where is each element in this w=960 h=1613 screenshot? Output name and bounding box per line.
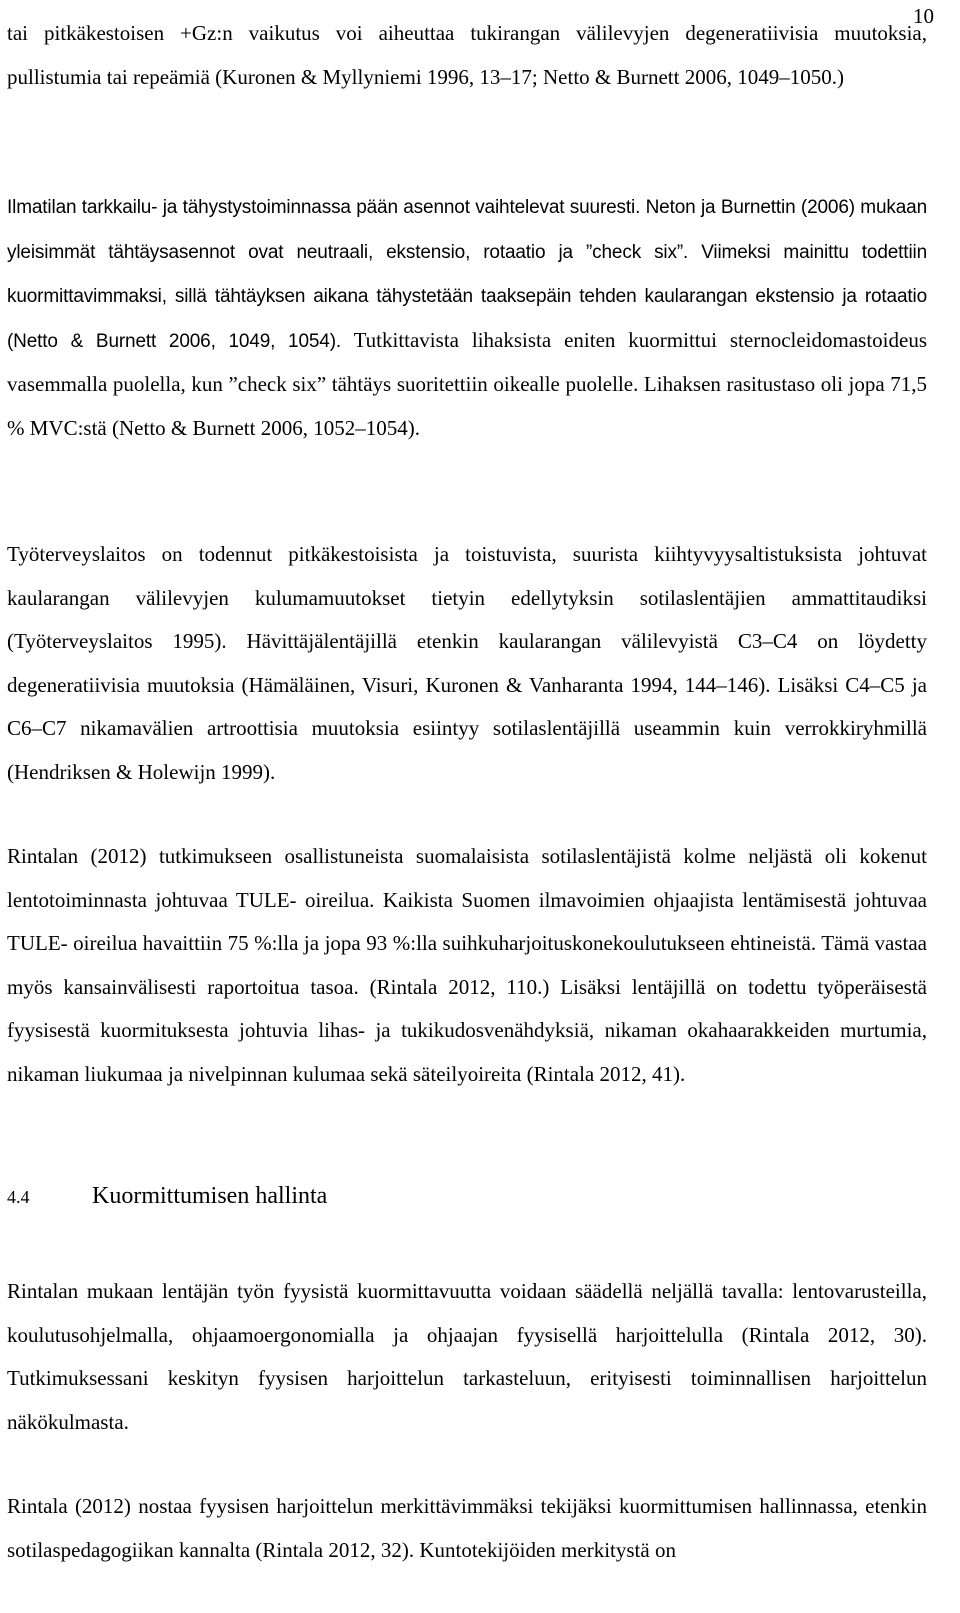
section-number: 4.4 <box>7 1187 30 1207</box>
paragraph-2-sans-part: Ilmatilan tarkkailu- ja tähystystoiminnassa pään asennot vaihtelevat suuresti. Neton ja Burnettin (2006) mukaan yleisimmät tähtäysasennot ovat neutraali, ekstensio, rotaatio ja ”check six”. Viimeksi mainittu todettiin kuormittavimmaksi, sillä tähtäyksen aikana tähystetään taaksepäin tehden kaularangan ekstensio ja rotaatio (Netto & Burnett 2006, 1049, 1054). <box>7 197 927 352</box>
paragraph-1: tai pitkäkestoisen +Gz:n vaikutus voi aiheuttaa tukirangan välilevyjen degeneratiivisia muutoksia, pullistumia tai repeämiä (Kuronen & Myllyniemi 1996, 13‒17; Netto & Burnett 2006, 1049‒1050.) <box>7 21 927 89</box>
section-heading <box>7 1183 327 1210</box>
paragraph-2 <box>7 185 927 451</box>
section-title: Kuormittumisen hallinta <box>92 1183 328 1209</box>
paragraph-5: Rintalan mukaan lentäjän työn fyysistä kuormittavuutta voidaan säädellä neljällä tavalla: lentovarusteilla, koulutusohjelmalla, ohjaamoergonomialla ja ohjaajan fyysisellä harjoittelulla (Rintala 2012, 30). Tutkimuksessani keskityn fyysisen harjoittelun tarkasteluun, erityisesti toiminnallisen harjoittelun näkökulmasta. <box>7 1279 927 1434</box>
paragraph-4: Rintalan (2012) tutkimukseen osallistuneista suomalaisista sotilaslentäjistä kolme neljästä oli kokenut lentotoiminnasta johtuvaa TULE- oireilua. Kaikista Suomen ilmavoimien ohjaajista lentämisestä johtuvaa TULE- oireilua havaittiin 75 %:lla ja jopa 93 %:lla suihkuharjoituskonekoulutukseen ehtineistä. Tämä vastaa myös kansainvälisesti raportoitua tasoa. (Rintala 2012, 110.) Lisäksi lentäjillä on todettu työperäisestä fyysisestä kuormituksesta johtuvia lihas- ja tukikudosvenähdyksiä, nikaman okahaarakkeiden murtumia, nikaman liukumaa ja nivelpinnan kulumaa sekä säteilyoireita (Rintala 2012, 41). <box>7 844 927 1086</box>
page-number: 10 <box>913 4 934 28</box>
paragraph-2-serif-part: Tutkittavista lihaksista eniten kuormittui sternocleidomastoideus vasemmalla puolella, kun ”check six” tähtäys suoritettiin oikealle puolelle. Lihaksen rasitustaso oli jopa 71,5 % MVC:stä (Netto & Burnett 2006, 1052‒1054). <box>7 327 927 440</box>
paragraph-3: Työterveyslaitos on todennut pitkäkestoisista ja toistuvista, suurista kiihtyvyysaltistuksista johtuvat kaularangan välilevyjen kulumamuutokset tietyin edellytyksin sotilaslentäjien ammattitaudiksi (Työterveyslaitos 1995). Hävittäjälentäjillä etenkin kaularangan välilevyistä C3‒C4 on löydetty degeneratiivisia muutoksia (Hämäläinen, Visuri, Kuronen & Vanharanta 1994, 144‒146). Lisäksi C4‒C5 ja C6‒C7 nikamavälien artroottisia muutoksia esiintyy sotilaslentäjillä useammin kuin verrokkiryhmillä (Hendriksen & Holewijn 1999). <box>7 542 927 784</box>
paragraph-6: Rintala (2012) nostaa fyysisen harjoittelun merkittävimmäksi tekijäksi kuormittumisen hallinnassa, etenkin sotilaspedagogiikan kannalta (Rintala 2012, 32). Kuntotekijöiden merkitystä on <box>7 1494 927 1562</box>
